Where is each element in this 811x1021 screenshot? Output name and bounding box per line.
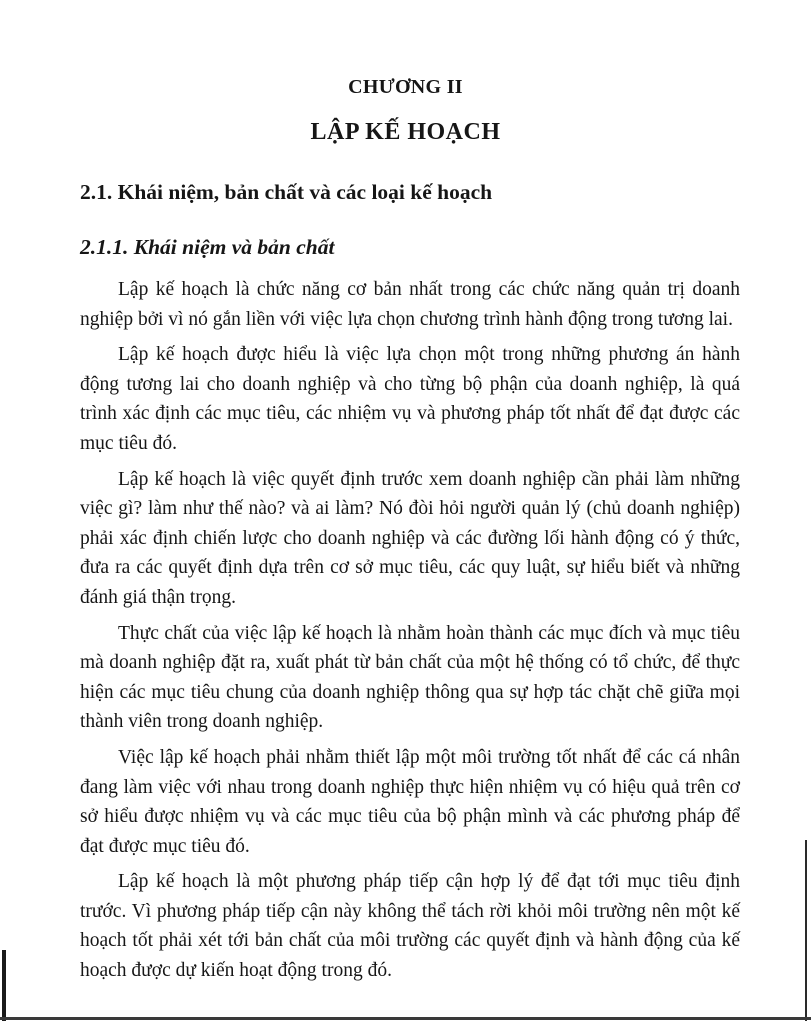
subsection-heading: 2.1.1. Khái niệm và bản chất xyxy=(80,235,335,259)
paragraph-5: Việc lập kế hoạch phải nhằm thiết lập một môi trường tốt nhất để các cá nhân đang làm việc với nhau trong doanh nghiệp thực hiện nhiệm vụ có hiệu quả trên cơ sở hiểu được nhiệm vụ và các mục tiêu của bộ phận mình và các phương pháp để đạt được mục tiêu đó. xyxy=(80,746,740,857)
paragraph-2: Lập kế hoạch được hiểu là việc lựa chọn một trong những phương án hành động tương lai cho doanh nghiệp và cho từng bộ phận của doanh nghiệp, là quá trình xác định các mục tiêu, các nhiệm vụ và phương pháp tốt nhất để đạt được các mục tiêu đó. xyxy=(80,344,740,454)
scan-edge-right xyxy=(805,840,807,1021)
scan-edge-left xyxy=(2,950,6,1021)
body-text xyxy=(80,275,740,992)
paragraph-1: Lập kế hoạch là chức năng cơ bản nhất trong các chức năng quản trị doanh nghiệp bởi vì nó gắn liền với việc lựa chọn chương trình hành động trong tương lai. xyxy=(80,279,740,330)
paragraph-3: Lập kế hoạch là việc quyết định trước xem doanh nghiệp cần phải làm những việc gì? làm như thế nào? và ai làm? Nó đòi hỏi người quản lý (chủ doanh nghiệp) phải xác định chiến lược cho doanh nghiệp và các đường lối hành động có ý thức, đưa ra các quyết định dựa trên cơ sở mục tiêu, các quy luật, sự hiểu biết và những đánh giá thận trọng. xyxy=(80,468,740,608)
section-heading: 2.1. Khái niệm, bản chất và các loại kế hoạch xyxy=(80,180,493,204)
chapter-heading: CHƯƠNG II xyxy=(348,76,463,98)
chapter-title: LẬP KẾ HOẠCH xyxy=(310,119,501,145)
paragraph-4: Thực chất của việc lập kế hoạch là nhằm hoàn thành các mục đích và mục tiêu mà doanh nghiệp đặt ra, xuất phát từ bản chất của một hệ thống có tổ chức, để thực hiện các mục tiêu chung của doanh nghiệp thông qua sự hợp tác chặt chẽ giữa mọi thành viên trong doanh nghiệp. xyxy=(80,622,740,733)
scan-bottom-edge xyxy=(0,1017,811,1020)
paragraph-6: Lập kế hoạch là một phương pháp tiếp cận hợp lý để đạt tới mục tiêu định trước. Vì phương pháp tiếp cận này không thể tách rời khỏi môi trường nên một kế hoạch tốt phải xét tới bản chất của môi trường các quyết định và hành động của kế hoạch được dự kiến hoạt động trong đó. xyxy=(80,871,740,982)
